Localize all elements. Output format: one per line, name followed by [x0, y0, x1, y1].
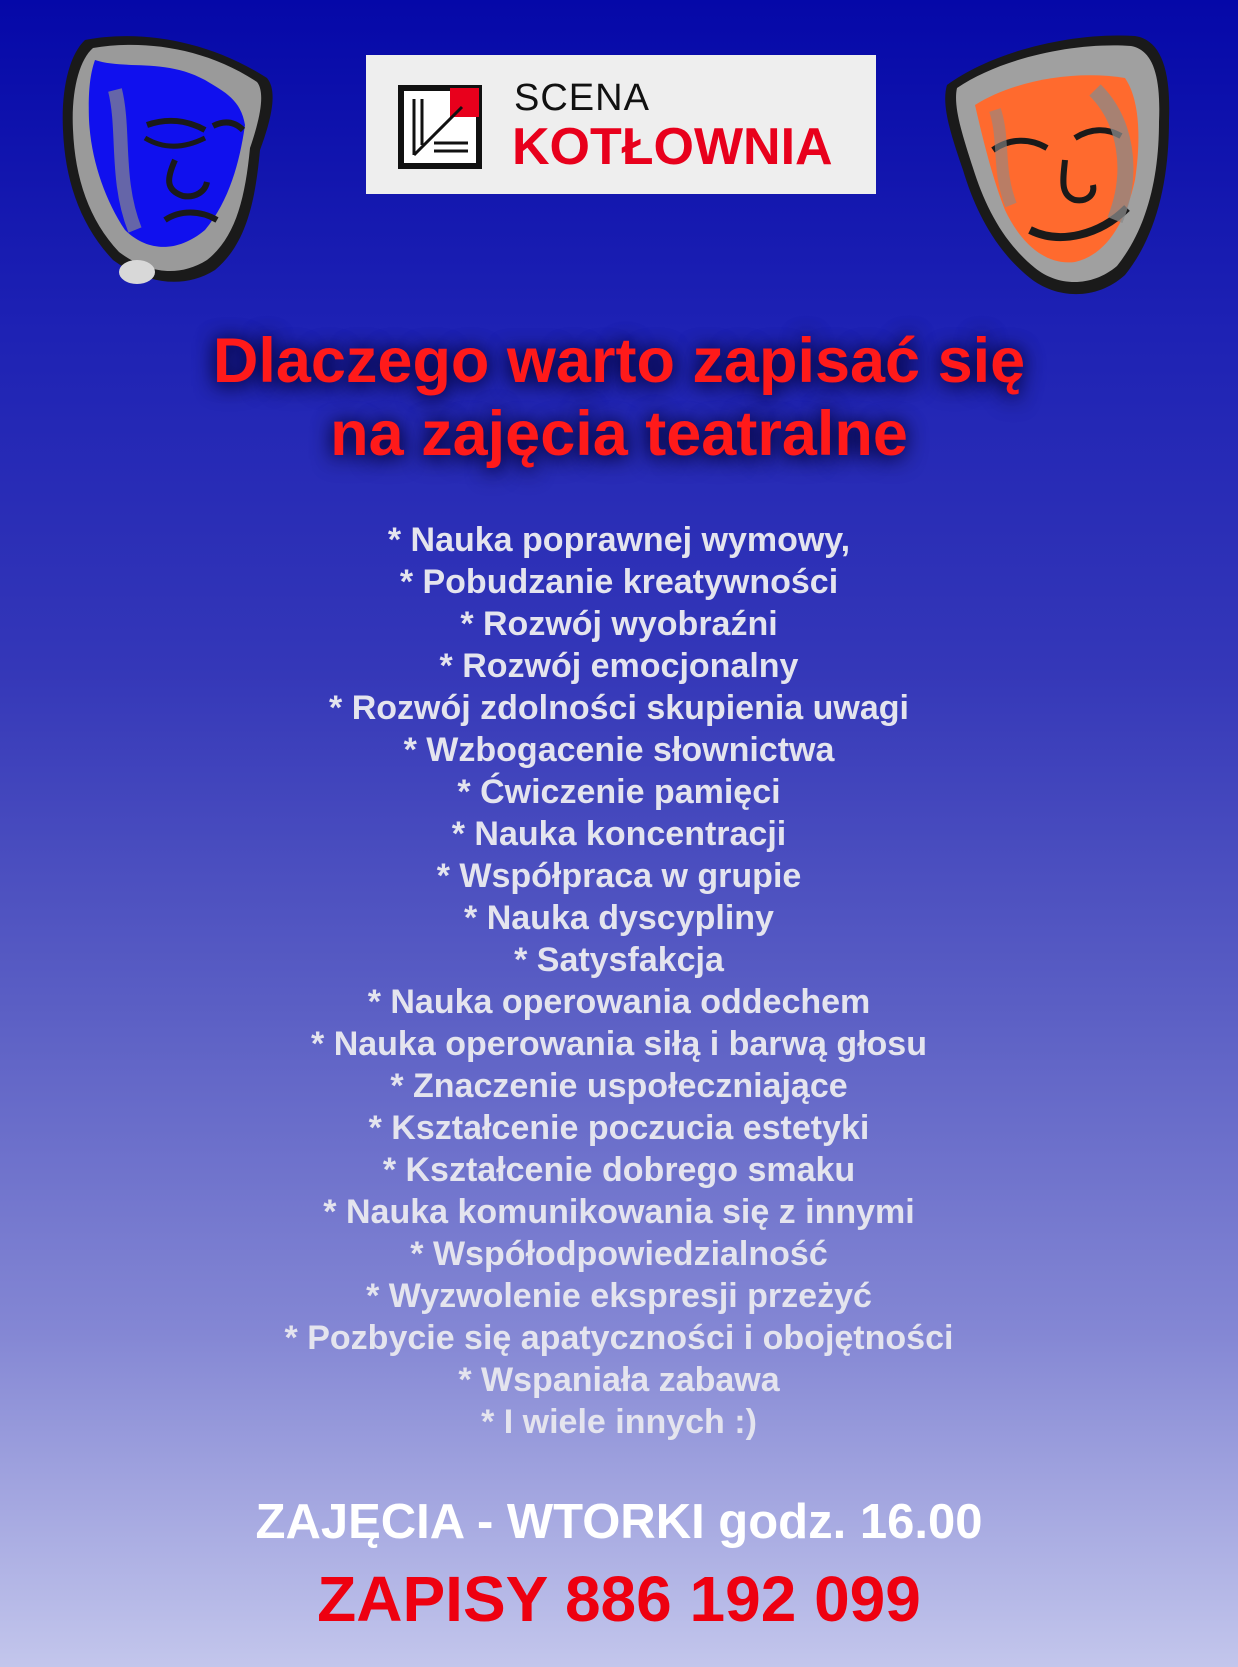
list-item: * Rozwój zdolności skupienia uwagi	[329, 689, 909, 727]
list-item: * Wzbogacenie słownictwa	[403, 731, 835, 769]
logo-text-scena: SCENA	[514, 77, 650, 119]
list-item: * Współpraca w grupie	[436, 857, 802, 895]
logo	[366, 55, 876, 194]
logo-text-kotlownia: KOTŁOWNIA	[512, 118, 833, 176]
list-item: * Ćwiczenie pamięci	[457, 773, 781, 811]
list-item: * Kształcenie dobrego smaku	[382, 1151, 856, 1189]
list-item: * Współodpowiedzialność	[410, 1235, 828, 1273]
list-item: * Nauka komunikowania się z innymi	[323, 1193, 915, 1231]
list-item: * I wiele innych :)	[481, 1403, 757, 1441]
list-item: * Nauka operowania oddechem	[367, 983, 871, 1021]
list-item: * Nauka operowania siłą i barwą głosu	[311, 1025, 927, 1063]
benefits-list	[0, 519, 1238, 1443]
list-item: * Pobudzanie kreatywności	[399, 563, 839, 601]
list-item: * Pozbycie się apatyczności i obojętności	[284, 1319, 954, 1357]
list-item: * Kształcenie poczucia estetyki	[368, 1109, 870, 1147]
list-item: * Nauka koncentracji	[451, 815, 787, 853]
list-item: * Nauka poprawnej wymowy,	[387, 521, 851, 559]
page-title-line-1: Dlaczego warto zapisać się	[212, 326, 1026, 396]
list-item: * Rozwój emocjonalny	[439, 647, 799, 685]
schedule-text: ZAJĘCIA - WTORKI godz. 16.00	[255, 1495, 983, 1549]
scena-kotlownia-logo-icon	[398, 85, 482, 169]
list-item: * Rozwój wyobraźni	[460, 605, 778, 643]
theatre-mask-smiling-icon	[935, 30, 1180, 305]
theatre-mask-sad-icon	[55, 30, 295, 300]
list-item: * Satysfakcja	[514, 941, 724, 979]
list-item: * Wyzwolenie ekspresji przeżyć	[366, 1277, 872, 1315]
list-item: * Nauka dyscypliny	[464, 899, 774, 937]
signup-phone: ZAPISY 886 192 099	[317, 1563, 921, 1635]
list-item: * Znaczenie uspołeczniające	[390, 1067, 848, 1105]
list-item: * Wspaniała zabawa	[458, 1361, 780, 1399]
page-title-line-2: na zajęcia teatralne	[330, 399, 908, 469]
